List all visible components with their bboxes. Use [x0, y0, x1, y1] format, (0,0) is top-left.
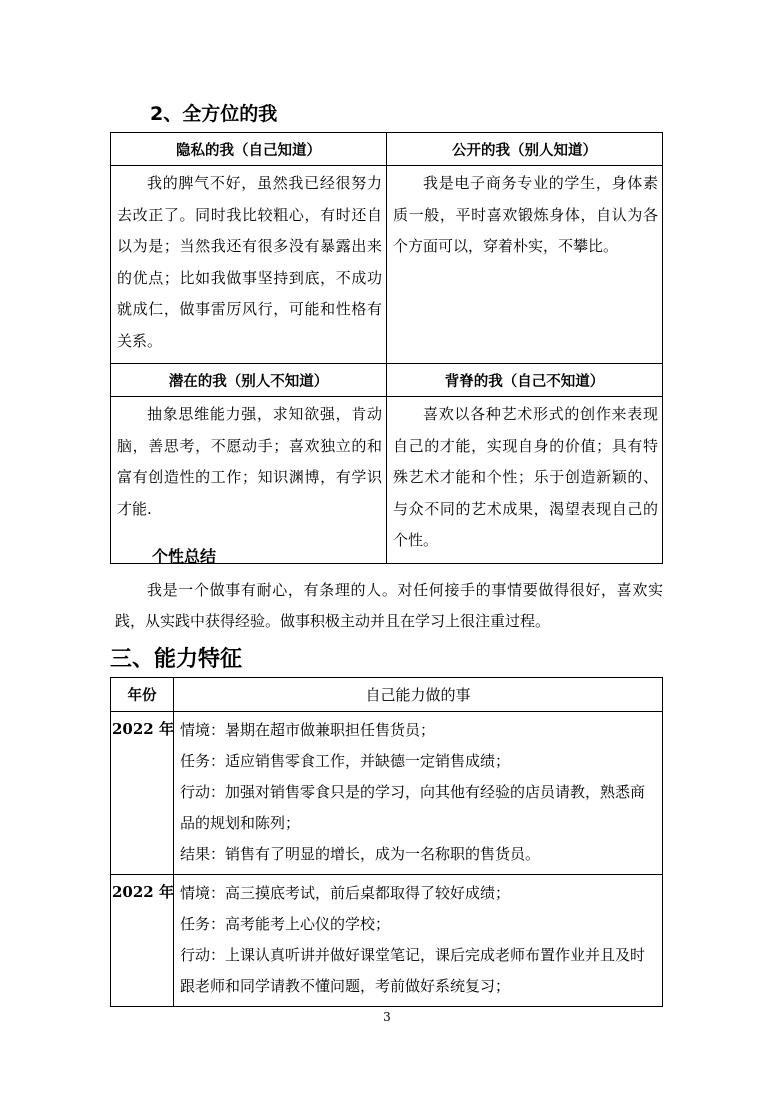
blind-self-text: 喜欢以各种艺术形式的创作来表现自己的才能，实现自身的价值；具有特殊艺术才能和个性；乐于创造新颖的、与众不同的艺术成果，渴望表现自己的个性。 [387, 397, 663, 564]
task-line: 任务：适应销售零食工作，并缺德一定销售成绩； [180, 752, 511, 770]
personality-summary-text: 我是一个做事有耐心，有条理的人。对任何接手的事情要做得很好，喜欢实践，从实践中获得经验。做事积极主动并且在学习上很注重过程。 [115, 581, 663, 630]
public-self-header: 公开的我（别人知道） [387, 133, 663, 166]
blind-self-header: 背脊的我（自己不知道） [387, 364, 663, 397]
private-self-text: 我的脾气不好，虽然我已经很努力去改正了。同时我比较粗心，有时还自以为是；当然我还有很多没有暴露出来的优点；比如我做事坚持到底，不成功就成仁，做事雷厉风行，可能和性格有关系。 [111, 166, 387, 364]
table-row [111, 712, 663, 875]
action-line: 行动：加强对销售零食只是的学习，向其他有经验的店员请教，熟悉商品的规划和陈列； [180, 783, 646, 832]
public-self-text: 我是电子商务专业的学生，身体素质一般，平时喜欢锻炼身体，自认为各个方面可以，穿着朴实，不攀比。 [387, 166, 663, 364]
table-header-row [111, 678, 663, 712]
content-cell [174, 712, 663, 875]
johari-window-table [110, 132, 663, 564]
table-row [111, 166, 663, 364]
table-row [111, 133, 663, 166]
content-cell [174, 875, 663, 1007]
table-row [111, 364, 663, 397]
year-cell: 2022 年 [111, 875, 174, 1007]
situation-line: 情境：高三摸底考试，前后桌都取得了较好成绩； [180, 884, 511, 902]
personality-summary-title: 个性总结 [152, 547, 217, 566]
task-line: 任务：高考能考上心仪的学校； [180, 915, 391, 933]
potential-self-header: 潜在的我（别人不知道） [111, 364, 387, 397]
section2-title: 2、全方位的我 [150, 103, 278, 125]
situation-line: 情境：暑期在超市做兼职担任售货员； [180, 721, 436, 739]
content-column-header: 自己能力做的事 [174, 678, 663, 712]
page-number: 3 [383, 1010, 391, 1024]
table-row [111, 397, 663, 564]
year-column-header: 年份 [111, 678, 174, 712]
table-row [111, 875, 663, 1007]
private-self-header: 隐私的我（自己知道） [111, 133, 387, 166]
year-cell: 2022 年 [111, 712, 174, 875]
potential-self-text: 抽象思维能力强，求知欲强，肯动脑，善思考，不愿动手；喜欢独立的和富有创造性的工作；知识渊博，有学识才能. [111, 397, 387, 564]
section3-title: 三、能力特征 [110, 647, 243, 672]
action-line: 行动：上课认真听讲并做好课堂笔记，课后完成老师布置作业并且及时跟老师和同学请教不懂问题，考前做好系统复习； [180, 946, 646, 995]
ability-table [110, 677, 663, 1007]
result-line: 结果：销售有了明显的增长，成为一名称职的售货员。 [180, 845, 541, 863]
